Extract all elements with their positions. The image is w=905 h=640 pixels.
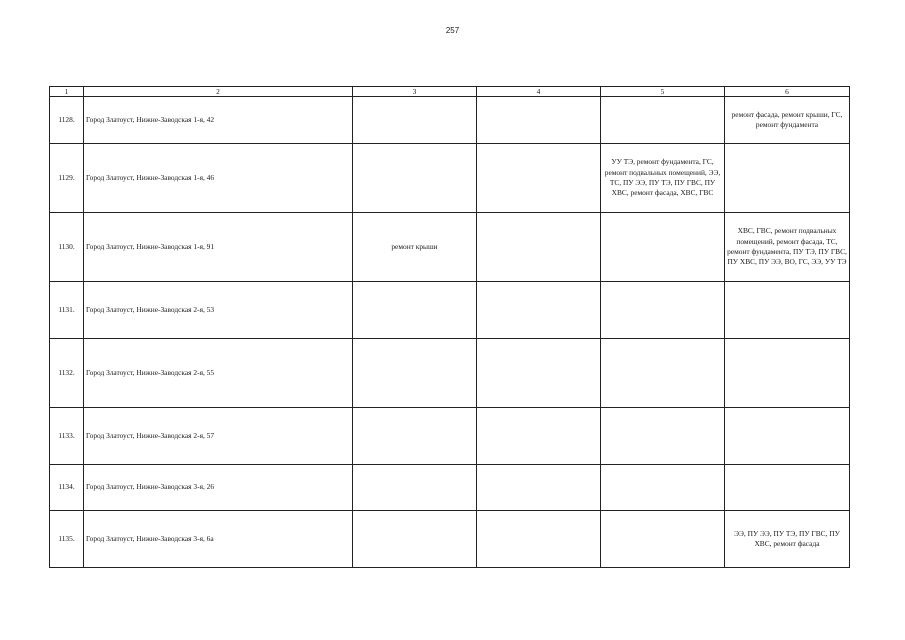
row-col-6: ЭЭ, ПУ ЭЭ, ПУ ТЭ, ПУ ГВС, ПУ ХВС, ремонт фасада [725,511,850,568]
table-row [50,144,850,213]
row-col-6 [725,465,850,511]
row-number: 1133. [50,408,84,465]
table-row [50,465,850,511]
row-col-4 [477,511,601,568]
table-row [50,282,850,339]
header-row [50,87,850,97]
row-address: Город Златоуст, Нижне-Заводская 1-я, 91 [84,213,353,282]
row-col-6 [725,408,850,465]
row-col-4 [477,282,601,339]
table-row [50,511,850,568]
row-number: 1134. [50,465,84,511]
row-col-5 [601,282,725,339]
row-col-3 [353,511,477,568]
row-col-5 [601,213,725,282]
row-address: Город Златоуст, Нижне-Заводская 3-я, 26 [84,465,353,511]
row-col-5: УУ ТЭ, ремонт фундамента, ГС, ремонт подвальных помещений, ЭЭ, ТС, ПУ ЭЭ, ПУ ТЭ, ПУ ГВС, ПУ ХВС, ремонт фасада, ХВС, ГВС [601,144,725,213]
table-row [50,213,850,282]
row-col-4 [477,97,601,144]
row-address: Город Златоуст, Нижне-Заводская 2-я, 53 [84,282,353,339]
column-header-5: 5 [601,87,725,97]
row-number: 1132. [50,339,84,408]
data-table [49,86,850,568]
row-number: 1135. [50,511,84,568]
row-address: Город Златоуст, Нижне-Заводская 2-я, 55 [84,339,353,408]
column-header-1: 1 [50,87,84,97]
row-col-4 [477,465,601,511]
table-row [50,339,850,408]
table-row [50,97,850,144]
row-col-4 [477,339,601,408]
row-address: Город Златоуст, Нижне-Заводская 1-я, 46 [84,144,353,213]
row-col-3: ремонт крыши [353,213,477,282]
row-col-4 [477,213,601,282]
row-address: Город Златоуст, Нижне-Заводская 2-я, 57 [84,408,353,465]
row-col-6: ремонт фасада, ремонт крыши, ГС, ремонт фундамента [725,97,850,144]
row-col-5 [601,465,725,511]
row-col-5 [601,97,725,144]
table-row [50,408,850,465]
row-number: 1128. [50,97,84,144]
row-number: 1130. [50,213,84,282]
row-col-3 [353,465,477,511]
page-number: 257 [445,26,460,35]
row-col-6 [725,282,850,339]
row-address: Город Златоуст, Нижне-Заводская 3-я, 6а [84,511,353,568]
column-header-3: 3 [353,87,477,97]
row-col-3 [353,144,477,213]
row-number: 1131. [50,282,84,339]
row-address: Город Златоуст, Нижне-Заводская 1-я, 42 [84,97,353,144]
row-col-6: ХВС, ГВС, ремонт подвальных помещений, ремонт фасада, ТС, ремонт фундамента, ПУ ТЭ, ПУ ГВС, ПУ ХВС, ПУ ЭЭ, ВО, ГС, ЭЭ, УУ ТЭ [725,213,850,282]
row-col-4 [477,144,601,213]
row-col-5 [601,511,725,568]
row-col-5 [601,408,725,465]
row-col-5 [601,339,725,408]
row-number: 1129. [50,144,84,213]
row-col-6 [725,339,850,408]
row-col-4 [477,408,601,465]
row-col-3 [353,408,477,465]
column-header-6: 6 [725,87,850,97]
row-col-6 [725,144,850,213]
row-col-3 [353,282,477,339]
column-header-2: 2 [84,87,353,97]
row-col-3 [353,339,477,408]
row-col-3 [353,97,477,144]
column-header-4: 4 [477,87,601,97]
